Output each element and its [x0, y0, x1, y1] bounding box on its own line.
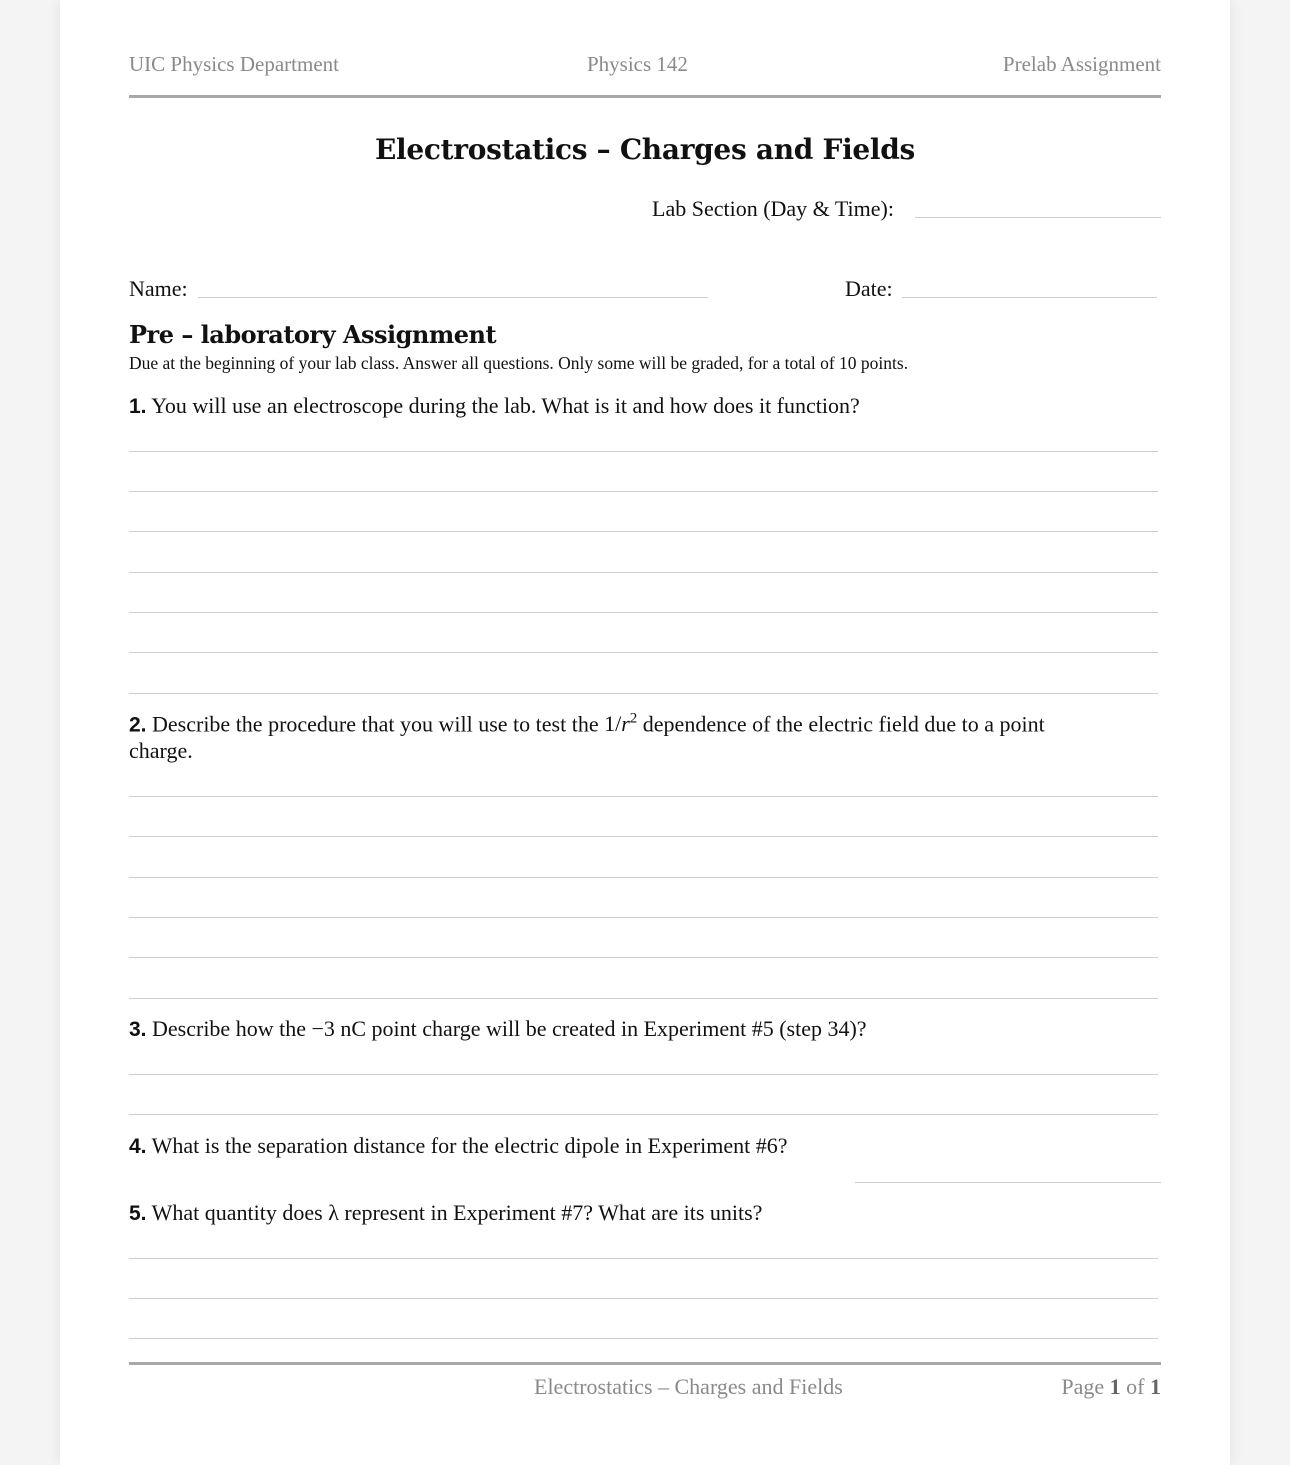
- date-field[interactable]: [902, 297, 1157, 298]
- question-1: [129, 393, 860, 419]
- footer-title: Electrostatics – Charges and Fields: [534, 1374, 843, 1399]
- question-3: [129, 1016, 867, 1042]
- lab-section-field[interactable]: [915, 217, 1161, 218]
- answer-line[interactable]: [129, 877, 1158, 878]
- answer-line[interactable]: [129, 998, 1158, 999]
- question-4: [129, 1133, 788, 1159]
- answer-line[interactable]: [129, 1114, 1158, 1115]
- page-title: Electrostatics – Charges and Fields: [375, 133, 915, 166]
- answer-line[interactable]: [129, 652, 1158, 653]
- answer-line[interactable]: [129, 836, 1158, 837]
- answer-line[interactable]: [129, 957, 1158, 958]
- header-department: UIC Physics Department: [129, 52, 339, 76]
- question-2-text-before: Describe the procedure that you will use to test the: [152, 711, 605, 737]
- answer-line[interactable]: [129, 531, 1158, 532]
- section-heading: Pre – laboratory Assignment: [129, 320, 497, 349]
- question-2: [129, 711, 1045, 737]
- answer-line[interactable]: [129, 1258, 1158, 1259]
- question-3-number: 3.: [129, 1018, 147, 1041]
- answer-line[interactable]: [129, 1338, 1158, 1339]
- question-2-continuation: charge.: [129, 738, 193, 763]
- answer-line[interactable]: [129, 451, 1158, 452]
- answer-line[interactable]: [129, 491, 1158, 492]
- section-instructions: Due at the beginning of your lab class. Answer all questions. Only some will be graded, for a total of 10 points.: [129, 353, 909, 373]
- answer-line[interactable]: [129, 1074, 1158, 1075]
- answer-line[interactable]: [129, 612, 1158, 613]
- date-label: Date:: [845, 276, 893, 301]
- footer-rule: [129, 1362, 1161, 1365]
- answer-line[interactable]: [129, 796, 1158, 797]
- name-label: Name:: [129, 276, 188, 301]
- question-1-number: 1.: [129, 395, 147, 418]
- page-number: Page 1 of 1: [1061, 1374, 1161, 1399]
- question-2-text-after: dependence of the electric field due to a point: [637, 711, 1045, 737]
- header-course: Physics 142: [587, 52, 688, 76]
- lab-section-label: Lab Section (Day & Time):: [652, 196, 894, 221]
- answer-line[interactable]: [129, 917, 1158, 918]
- answer-line-short[interactable]: [855, 1182, 1161, 1183]
- question-3-text: Describe how the −3 nC point charge will be created in Experiment #5 (step 34)?: [152, 1016, 867, 1041]
- question-5: [129, 1200, 762, 1226]
- question-2-number: 2.: [129, 713, 147, 737]
- header-rule: [129, 95, 1161, 98]
- document-page: [60, 0, 1230, 1465]
- name-field[interactable]: [198, 297, 708, 298]
- question-4-text: What is the separation distance for the electric dipole in Experiment #6?: [151, 1133, 788, 1158]
- question-1-text: You will use an electroscope during the lab. What is it and how does it function?: [151, 393, 860, 418]
- answer-line[interactable]: [129, 693, 1158, 694]
- question-4-number: 4.: [129, 1135, 147, 1158]
- header-assignment-type: Prelab Assignment: [1002, 52, 1161, 76]
- answer-line[interactable]: [129, 572, 1158, 573]
- question-5-number: 5.: [129, 1202, 147, 1225]
- inverse-square-expression: $1/r^2$: [604, 711, 638, 737]
- answer-line[interactable]: [129, 1298, 1158, 1299]
- question-5-text: What quantity does λ represent in Experiment #7? What are its units?: [151, 1200, 763, 1225]
